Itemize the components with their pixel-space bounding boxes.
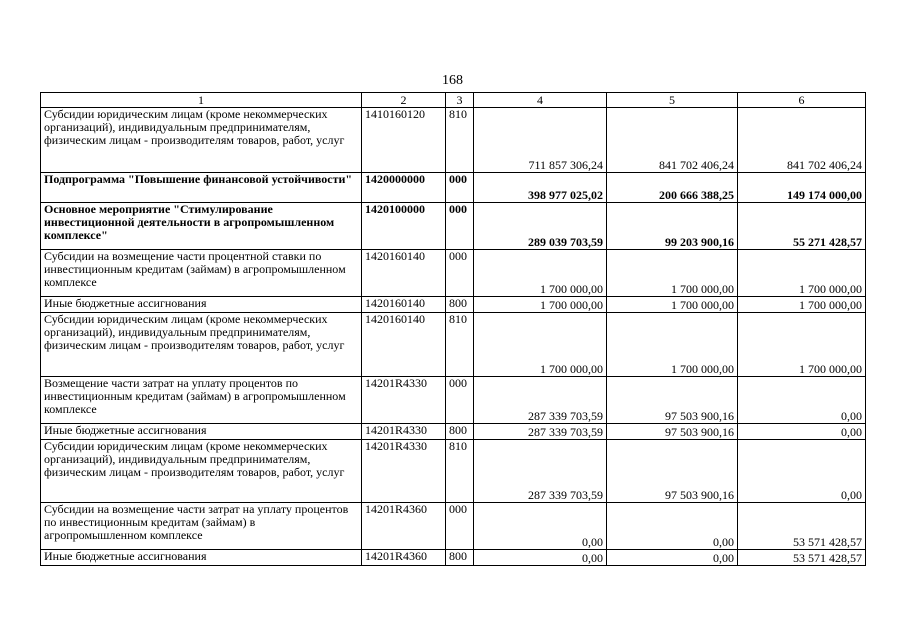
row-name-cell: Субсидии на возмещение части затрат на уплату процентов по инвестиционным кредитам (займам) в агропромышленном комплексе <box>41 503 362 550</box>
row-value-2024-cell: 1 700 000,00 <box>474 313 607 377</box>
row-code-cell: 1420160140 <box>362 313 446 377</box>
row-name-cell: Иные бюджетные ассигнования <box>41 297 362 313</box>
column-header: 4 <box>474 93 607 108</box>
row-vr-cell: 800 <box>446 297 474 313</box>
row-value-2025-cell: 1 700 000,00 <box>607 313 738 377</box>
row-value-2025-cell: 97 503 900,16 <box>607 377 738 424</box>
column-header: 3 <box>446 93 474 108</box>
row-value-2024-cell: 1 700 000,00 <box>474 297 607 313</box>
row-vr-cell: 000 <box>446 173 474 203</box>
row-code-cell: 1420000000 <box>362 173 446 203</box>
row-code-cell: 14201R4360 <box>362 503 446 550</box>
page-number: 168 <box>442 73 463 88</box>
row-value-2026-cell: 53 571 428,57 <box>738 550 866 566</box>
row-value-2026-cell: 0,00 <box>738 424 866 440</box>
table-row <box>41 550 866 566</box>
row-vr-cell: 800 <box>446 550 474 566</box>
row-value-2024-cell: 287 339 703,59 <box>474 424 607 440</box>
row-value-2025-cell: 97 503 900,16 <box>607 440 738 503</box>
table-row <box>41 250 866 297</box>
column-header: 5 <box>607 93 738 108</box>
row-code-cell: 1420160140 <box>362 250 446 297</box>
row-value-2024-cell: 711 857 306,24 <box>474 108 607 173</box>
row-value-2025-cell: 841 702 406,24 <box>607 108 738 173</box>
table-row <box>41 297 866 313</box>
table-row <box>41 440 866 503</box>
row-value-2026-cell: 1 700 000,00 <box>738 313 866 377</box>
row-vr-cell: 810 <box>446 108 474 173</box>
table-row <box>41 503 866 550</box>
column-header: 1 <box>41 93 362 108</box>
row-code-cell: 1420100000 <box>362 203 446 250</box>
table-row <box>41 173 866 203</box>
row-vr-cell: 800 <box>446 424 474 440</box>
header-row <box>41 93 866 108</box>
row-name-cell: Возмещение части затрат на уплату процентов по инвестиционным кредитам (займам) в агропромышленном комплексе <box>41 377 362 424</box>
row-value-2025-cell: 200 666 388,25 <box>607 173 738 203</box>
column-header: 6 <box>738 93 866 108</box>
table-row <box>41 108 866 173</box>
row-value-2026-cell: 841 702 406,24 <box>738 108 866 173</box>
row-value-2025-cell: 0,00 <box>607 503 738 550</box>
row-value-2024-cell: 287 339 703,59 <box>474 440 607 503</box>
row-value-2024-cell: 289 039 703,59 <box>474 203 607 250</box>
row-name-cell: Субсидии юридическим лицам (кроме некоммерческих организаций), индивидуальным предпринимателям, физическим лицам - производителям товаров, работ, услуг <box>41 313 362 377</box>
row-value-2026-cell: 0,00 <box>738 440 866 503</box>
row-name-cell: Субсидии на возмещение части процентной ставки по инвестиционным кредитам (займам) в агропромышленном комплексе <box>41 250 362 297</box>
row-value-2024-cell: 398 977 025,02 <box>474 173 607 203</box>
row-value-2025-cell: 0,00 <box>607 550 738 566</box>
row-value-2025-cell: 99 203 900,16 <box>607 203 738 250</box>
row-value-2026-cell: 1 700 000,00 <box>738 250 866 297</box>
row-vr-cell: 000 <box>446 377 474 424</box>
table-row <box>41 377 866 424</box>
row-value-2025-cell: 1 700 000,00 <box>607 250 738 297</box>
row-value-2026-cell: 1 700 000,00 <box>738 297 866 313</box>
row-name-cell: Иные бюджетные ассигнования <box>41 424 362 440</box>
row-name-cell: Иные бюджетные ассигнования <box>41 550 362 566</box>
row-name-cell: Субсидии юридическим лицам (кроме некоммерческих организаций), индивидуальным предпринимателям, физическим лицам - производителям товаров, работ, услуг <box>41 108 362 173</box>
column-header: 2 <box>362 93 446 108</box>
row-code-cell: 14201R4360 <box>362 550 446 566</box>
row-value-2024-cell: 0,00 <box>474 550 607 566</box>
table-row <box>41 313 866 377</box>
row-value-2025-cell: 1 700 000,00 <box>607 297 738 313</box>
row-value-2025-cell: 97 503 900,16 <box>607 424 738 440</box>
row-value-2026-cell: 53 571 428,57 <box>738 503 866 550</box>
row-vr-cell: 810 <box>446 440 474 503</box>
row-code-cell: 14201R4330 <box>362 440 446 503</box>
row-value-2026-cell: 0,00 <box>738 377 866 424</box>
table-row <box>41 424 866 440</box>
row-name-cell: Основное мероприятие "Стимулирование инвестиционной деятельности в агропромышленном комплексе" <box>41 203 362 250</box>
row-value-2026-cell: 55 271 428,57 <box>738 203 866 250</box>
row-value-2024-cell: 1 700 000,00 <box>474 250 607 297</box>
row-value-2024-cell: 287 339 703,59 <box>474 377 607 424</box>
row-code-cell: 1420160140 <box>362 297 446 313</box>
budget-table <box>40 92 866 566</box>
row-code-cell: 14201R4330 <box>362 424 446 440</box>
row-code-cell: 1410160120 <box>362 108 446 173</box>
row-code-cell: 14201R4330 <box>362 377 446 424</box>
row-vr-cell: 000 <box>446 503 474 550</box>
row-vr-cell: 810 <box>446 313 474 377</box>
row-value-2026-cell: 149 174 000,00 <box>738 173 866 203</box>
row-name-cell: Подпрограмма "Повышение финансовой устойчивости" <box>41 173 362 203</box>
row-name-cell: Субсидии юридическим лицам (кроме некоммерческих организаций), индивидуальным предпринимателям, физическим лицам - производителям товаров, работ, услуг <box>41 440 362 503</box>
table-row <box>41 203 866 250</box>
row-vr-cell: 000 <box>446 250 474 297</box>
row-value-2024-cell: 0,00 <box>474 503 607 550</box>
row-vr-cell: 000 <box>446 203 474 250</box>
